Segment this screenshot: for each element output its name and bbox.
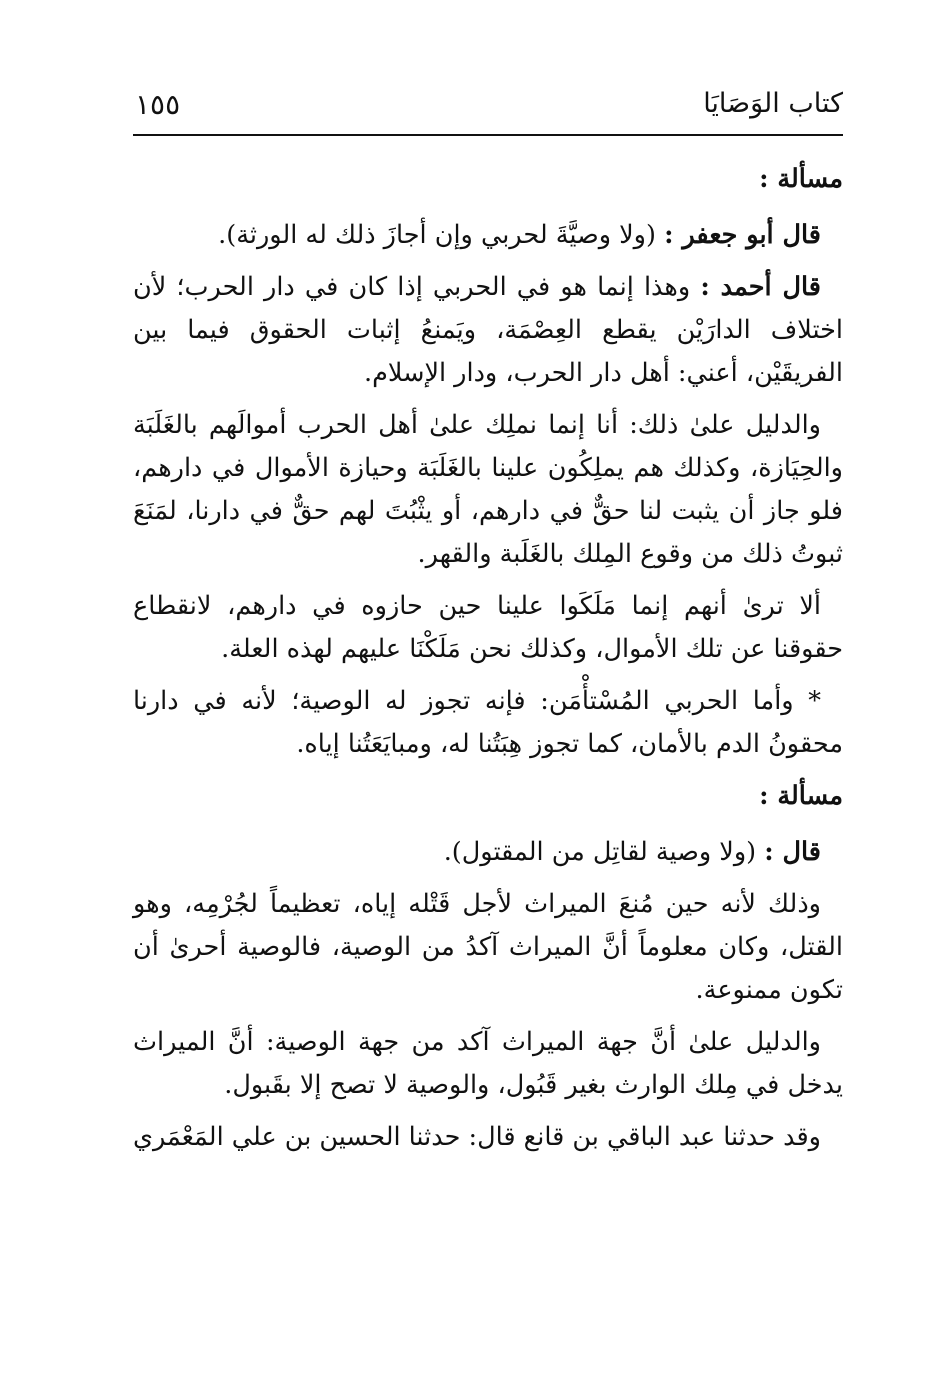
- running-title: كتاب الوَصَايَا: [703, 88, 843, 119]
- speaker-label: قال أحمد :: [700, 272, 821, 302]
- paragraph: [133, 1116, 843, 1159]
- page-body: [133, 158, 843, 1168]
- paragraph: [133, 680, 843, 766]
- paragraph: [133, 831, 843, 874]
- paragraph-text: وقد حدثنا عبد الباقي بن قانع قال: حدثنا الحسين بن علي المَعْمَري: [132, 1122, 821, 1152]
- section-heading: مسألة :: [759, 164, 843, 194]
- page-header: [133, 88, 843, 132]
- paragraph: [133, 404, 843, 576]
- paragraph-text: (ولا وصية لقاتِل من المقتول).: [443, 837, 765, 867]
- section-heading: مسألة :: [759, 781, 843, 811]
- paragraph-text: * وأما الحربي المُسْتأْمَن: فإنه تجوز له الوصية؛ لأنه في دارنا محقونُ الدم بالأمان، كما تجوز هِبَتُنا له، ومبايَعَتُنا إياه.: [133, 686, 843, 759]
- paragraph-text: والدليل علىٰ ذلك: أنا إنما نملِك علىٰ أهل الحرب أموالَهم بالغَلَبَة والحِيَازة، وكذلك هم يملِكُون علينا بالغَلَبَة وحيازة الأموال في دارهم، فلو جاز أن يثبت لنا حقٌّ في دارهم، أو يثْبُتَ لهم حقٌّ في دارنا، لمَنَعَ ثبوتُ ذلك من وقوع المِلك بالغَلَبة والقهر.: [133, 410, 843, 569]
- page-number: ١٥٥: [135, 88, 181, 121]
- paragraph-text: وذلك لأنه حين مُنعَ الميراث لأجل قَتْله إياه، تعظيماً لجُرْمِه، وهو القتل، وكان معلوماً أنَّ الميراث آكدُ من الوصية، فالوصية أحرىٰ أن تكون ممنوعة.: [133, 889, 843, 1005]
- paragraph: [133, 585, 843, 671]
- paragraph-text: (ولا وصيَّةَ لحربي وإن أجازَ ذلك له الورثة).: [218, 220, 665, 250]
- paragraph-text: والدليل علىٰ أنَّ جهة الميراث آكد من جهة الوصية: أنَّ الميراث يدخل في مِلك الوارث بغير قَبُول، والوصية لا تصح إلا بقَبول.: [133, 1027, 843, 1100]
- paragraph: [133, 883, 843, 1012]
- paragraph-text: وهذا إنما هو في الحربي إذا كان في دار الحرب؛ لأن اختلاف الدارَيْن يقطع العِصْمَة، ويَمنعُ إثبات الحقوق فيما بين الفريقَيْن، أعني: أهل دار الحرب، ودار الإسلام.: [133, 272, 843, 388]
- paragraph-text: ألا ترىٰ أنهم إنما مَلَكَوا علينا حين حازوه في دارهم، لانقطاع حقوقنا عن تلك الأموال، وكذلك نحن مَلَكْنَا عليهم لهذه العلة.: [133, 591, 843, 664]
- paragraph: [133, 266, 843, 395]
- speaker-label: قال أبو جعفر :: [664, 220, 821, 250]
- paragraph: [133, 1021, 843, 1107]
- header-rule: [133, 134, 843, 136]
- speaker-label: قال :: [764, 837, 821, 867]
- paragraph: [133, 214, 843, 257]
